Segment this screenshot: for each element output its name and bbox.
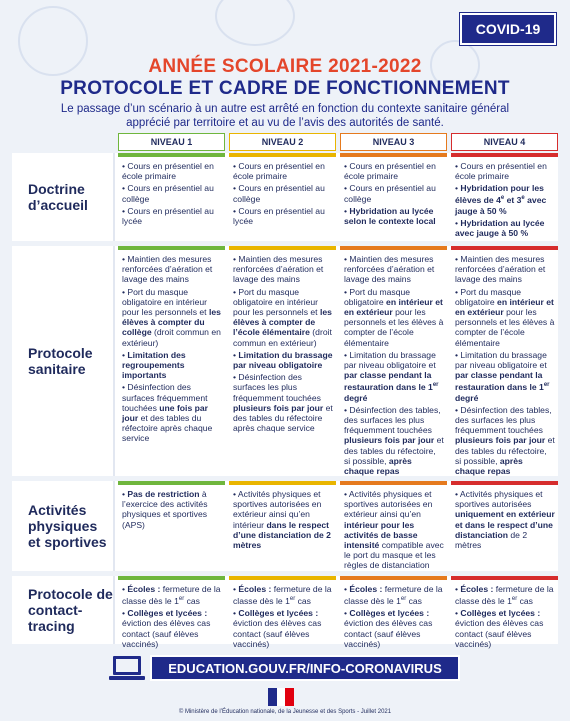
- row-label: Protocole sanitaire: [12, 246, 115, 476]
- info-coronavirus-link[interactable]: EDUCATION.GOUV.FR/INFO-CORONAVIRUS: [150, 655, 460, 681]
- level-header-4: NIVEAU 4: [451, 133, 558, 151]
- table-cell: • Cours en présentiel en école primaire • Cours en présentiel au collège • Hybridation au lycée selon le contexte local: [340, 153, 447, 241]
- table-cell: • Maintien des mesures renforcées d’aération et lavage des mains • Port du masque obligatoire en intérieur pour les personnels et les élèves à compter de l’école élémentaire (droit commun en extérieur) • Limitation du brassage par niveau obligatoire • Désinfection des surfaces les plus fréquemment touchées plusieurs fois par jour et des tables du réfectoire après chaque service: [229, 246, 336, 476]
- virus-decoration-icon: [215, 0, 295, 46]
- table-cell: • Cours en présentiel en école primaire • Cours en présentiel au collège • Cours en présentiel au lycée: [229, 153, 336, 241]
- protocol-table: [12, 153, 558, 649]
- table-cell: • Cours en présentiel en école primaire • Hybridation pour les élèves de 4e et 3e avec jauge à 50 % • Hybridation au lycée avec jauge à 50 %: [451, 153, 558, 241]
- covid-badge: COVID-19: [460, 13, 556, 45]
- table-cell: • Activités physiques et sportives autorisées en extérieur ainsi qu’en intérieur pour les activités de basse intensité compatible avec le port du masque et les règles de distanciation: [340, 481, 447, 571]
- table-cell: • Écoles : fermeture de la classe dès le 1er cas • Collèges et lycées : éviction des élèves cas contact (sauf élèves vaccinés): [118, 576, 225, 644]
- level-header-2: NIVEAU 2: [229, 133, 336, 151]
- marianne-flag-icon: [268, 688, 294, 706]
- table-cell: • Maintien des mesures renforcées d’aération et lavage des mains • Port du masque obligatoire en intérieur et en extérieur pour les personnels et les élèves à compter de l’école élémentaire • Limitation du brassage par niveau obligatoire et par classe pendant la restauration dans le 1er degré • Désinfection des tables, des surfaces les plus fréquemment touchées plusieurs fois par jour et des tables du réfectoire, si possible, après chaque repas: [340, 246, 447, 476]
- table-row-aps: [12, 481, 558, 571]
- table-row-contact-tracing: [12, 576, 558, 649]
- table-cell: • Activités physiques et sportives autorisées en extérieur ainsi qu’en intérieur dans le respect d’une distanciation de 2 mètres: [229, 481, 336, 571]
- table-cell: • Maintien des mesures renforcées d’aération et lavage des mains • Port du masque obligatoire en intérieur et en extérieur pour les personnels et les élèves à compter de l’école élémentaire • Limitation du brassage par niveau obligatoire et par classe pendant la restauration dans le 1er degré • Désinfection des tables, des surfaces les plus fréquemment touchées plusieurs fois par jour et des tables du réfectoire, si possible, après chaque repas: [451, 246, 558, 476]
- table-row-sanitaire: [12, 246, 558, 476]
- page-title-protocol: PROTOCOLE ET CADRE DE FONCTIONNEMENT: [60, 78, 510, 99]
- laptop-icon: [108, 653, 146, 683]
- level-header-3: NIVEAU 3: [340, 133, 447, 151]
- row-label: Protocole de contact-tracing: [12, 576, 115, 644]
- credits: © Ministère de l’Éducation nationale, de la Jeunesse et des Sports - Juillet 2021: [178, 709, 392, 715]
- level-header-1: NIVEAU 1: [118, 133, 225, 151]
- table-cell: • Maintien des mesures renforcées d’aération et lavage des mains • Port du masque obligatoire en intérieur pour les personnels et les élèves à compter du collège (droit commun en extérieur) • Limitation des regroupements importants • Désinfection des surfaces fréquemment touchées une fois par jour et des tables du réfectoire après chaque service: [118, 246, 225, 476]
- table-cell: • Écoles : fermeture de la classe dès le 1er cas • Collèges et lycées : éviction des élèves cas contact (sauf élèves vaccinés): [340, 576, 447, 644]
- table-cell: • Écoles : fermeture de la classe dès le 1er cas • Collèges et lycées : éviction des élèves cas contact (sauf élèves vaccinés): [451, 576, 558, 644]
- row-label: Doctrine d’accueil: [12, 153, 115, 241]
- table-cell: • Pas de restriction à l’exercice des activités physiques et sportives (APS): [118, 481, 225, 571]
- table-row-doctrine: [12, 153, 558, 241]
- table-cell: • Activités physiques et sportives autorisées uniquement en extérieur et dans le respect d’une distanciation de 2 mètres: [451, 481, 558, 571]
- page-subtitle: Le passage d’un scénario à un autre est arrêté en fonction du contexte sanitaire général apprécié par territoire et au vu de l’avis des autorités de santé.: [60, 103, 510, 129]
- level-headers: [118, 133, 558, 151]
- table-cell: • Écoles : fermeture de la classe dès le 1er cas • Collèges et lycées : éviction des élèves cas contact (sauf élèves vaccinés): [229, 576, 336, 644]
- row-label: Activités physiques et sportives: [12, 481, 115, 571]
- page-title-year: ANNÉE SCOLAIRE 2021-2022: [148, 56, 422, 77]
- table-cell: • Cours en présentiel en école primaire • Cours en présentiel au collège • Cours en présentiel au lycée: [118, 153, 225, 241]
